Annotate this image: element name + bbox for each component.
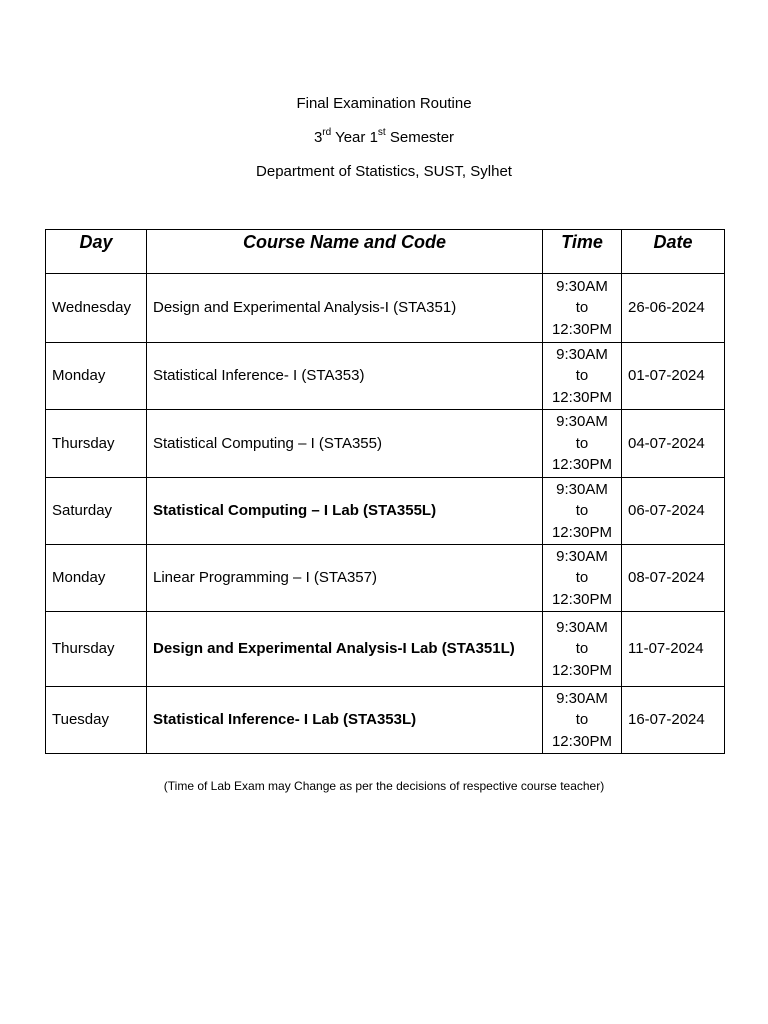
time-start: 9:30AM	[556, 689, 608, 707]
date-cell: 04-07-2024	[622, 410, 725, 478]
table-row	[46, 545, 725, 612]
date-cell: 11-07-2024	[622, 612, 725, 687]
year-suffix: rd	[322, 127, 332, 138]
time-cell	[543, 274, 622, 343]
time-end: 12:30PM	[551, 456, 613, 474]
date-cell: 26-06-2024	[622, 274, 725, 343]
time-end: 12:30PM	[551, 388, 613, 406]
table-row	[46, 410, 725, 478]
time-end: 12:30PM	[551, 320, 613, 338]
table-row	[46, 687, 725, 754]
time-to: to	[575, 502, 589, 520]
time-start: 9:30AM	[556, 618, 608, 636]
table-row	[46, 274, 725, 343]
column-header-course: Course Name and Code	[147, 230, 543, 274]
time-end: 12:30PM	[551, 732, 613, 750]
page-title: Final Examination Routine	[296, 95, 472, 112]
day-cell: Saturday	[46, 478, 147, 545]
time-cell	[543, 545, 622, 612]
day-cell: Tuesday	[46, 687, 147, 754]
semester-number: 1	[369, 129, 378, 146]
time-to: to	[575, 640, 589, 658]
day-cell: Monday	[46, 545, 147, 612]
date-cell: 16-07-2024	[622, 687, 725, 754]
column-header-day: Day	[46, 230, 147, 274]
department-line: Department of Statistics, SUST, Sylhet	[256, 163, 512, 180]
year-word: Year	[331, 129, 370, 146]
footnote: (Time of Lab Exam may Change as per the decisions of respective course teacher)	[163, 779, 605, 793]
time-cell	[543, 478, 622, 545]
time-start: 9:30AM	[556, 480, 608, 498]
date-cell: 01-07-2024	[622, 343, 725, 410]
time-to: to	[575, 711, 589, 729]
table-row	[46, 343, 725, 410]
day-cell: Thursday	[46, 410, 147, 478]
time-end: 12:30PM	[551, 590, 613, 608]
time-end: 12:30PM	[551, 523, 613, 541]
day-cell: Wednesday	[46, 274, 147, 343]
time-cell	[543, 410, 622, 478]
column-header-time: Time	[543, 230, 622, 274]
table-header-row	[46, 230, 725, 274]
course-cell: Statistical Inference- I (STA353)	[147, 343, 543, 410]
time-cell	[543, 612, 622, 687]
course-cell: Design and Experimental Analysis-I Lab (STA351L)	[147, 612, 543, 687]
time-start: 9:30AM	[556, 413, 608, 431]
course-cell: Linear Programming – I (STA357)	[147, 545, 543, 612]
semester-word: Semester	[385, 129, 455, 146]
exam-routine-table	[45, 229, 725, 754]
day-cell: Thursday	[46, 612, 147, 687]
column-header-date: Date	[622, 230, 725, 274]
time-to: to	[575, 299, 589, 317]
date-cell: 08-07-2024	[622, 545, 725, 612]
semester-suffix: st	[377, 127, 386, 138]
course-cell: Design and Experimental Analysis-I (STA351)	[147, 274, 543, 343]
time-cell	[543, 343, 622, 410]
date-cell: 06-07-2024	[622, 478, 725, 545]
table-row	[46, 478, 725, 545]
table-row	[46, 612, 725, 687]
time-to: to	[575, 367, 589, 385]
course-cell: Statistical Computing – I Lab (STA355L)	[147, 478, 543, 545]
time-end: 12:30PM	[551, 661, 613, 679]
time-to: to	[575, 569, 589, 587]
time-start: 9:30AM	[556, 277, 608, 295]
semester-line	[0, 128, 768, 148]
course-cell: Statistical Inference- I Lab (STA353L)	[147, 687, 543, 754]
time-cell	[543, 687, 622, 754]
time-start: 9:30AM	[556, 547, 608, 565]
day-cell: Monday	[46, 343, 147, 410]
time-to: to	[575, 434, 589, 452]
year-number: 3	[313, 129, 323, 146]
time-start: 9:30AM	[556, 345, 608, 363]
course-cell: Statistical Computing – I (STA355)	[147, 410, 543, 478]
